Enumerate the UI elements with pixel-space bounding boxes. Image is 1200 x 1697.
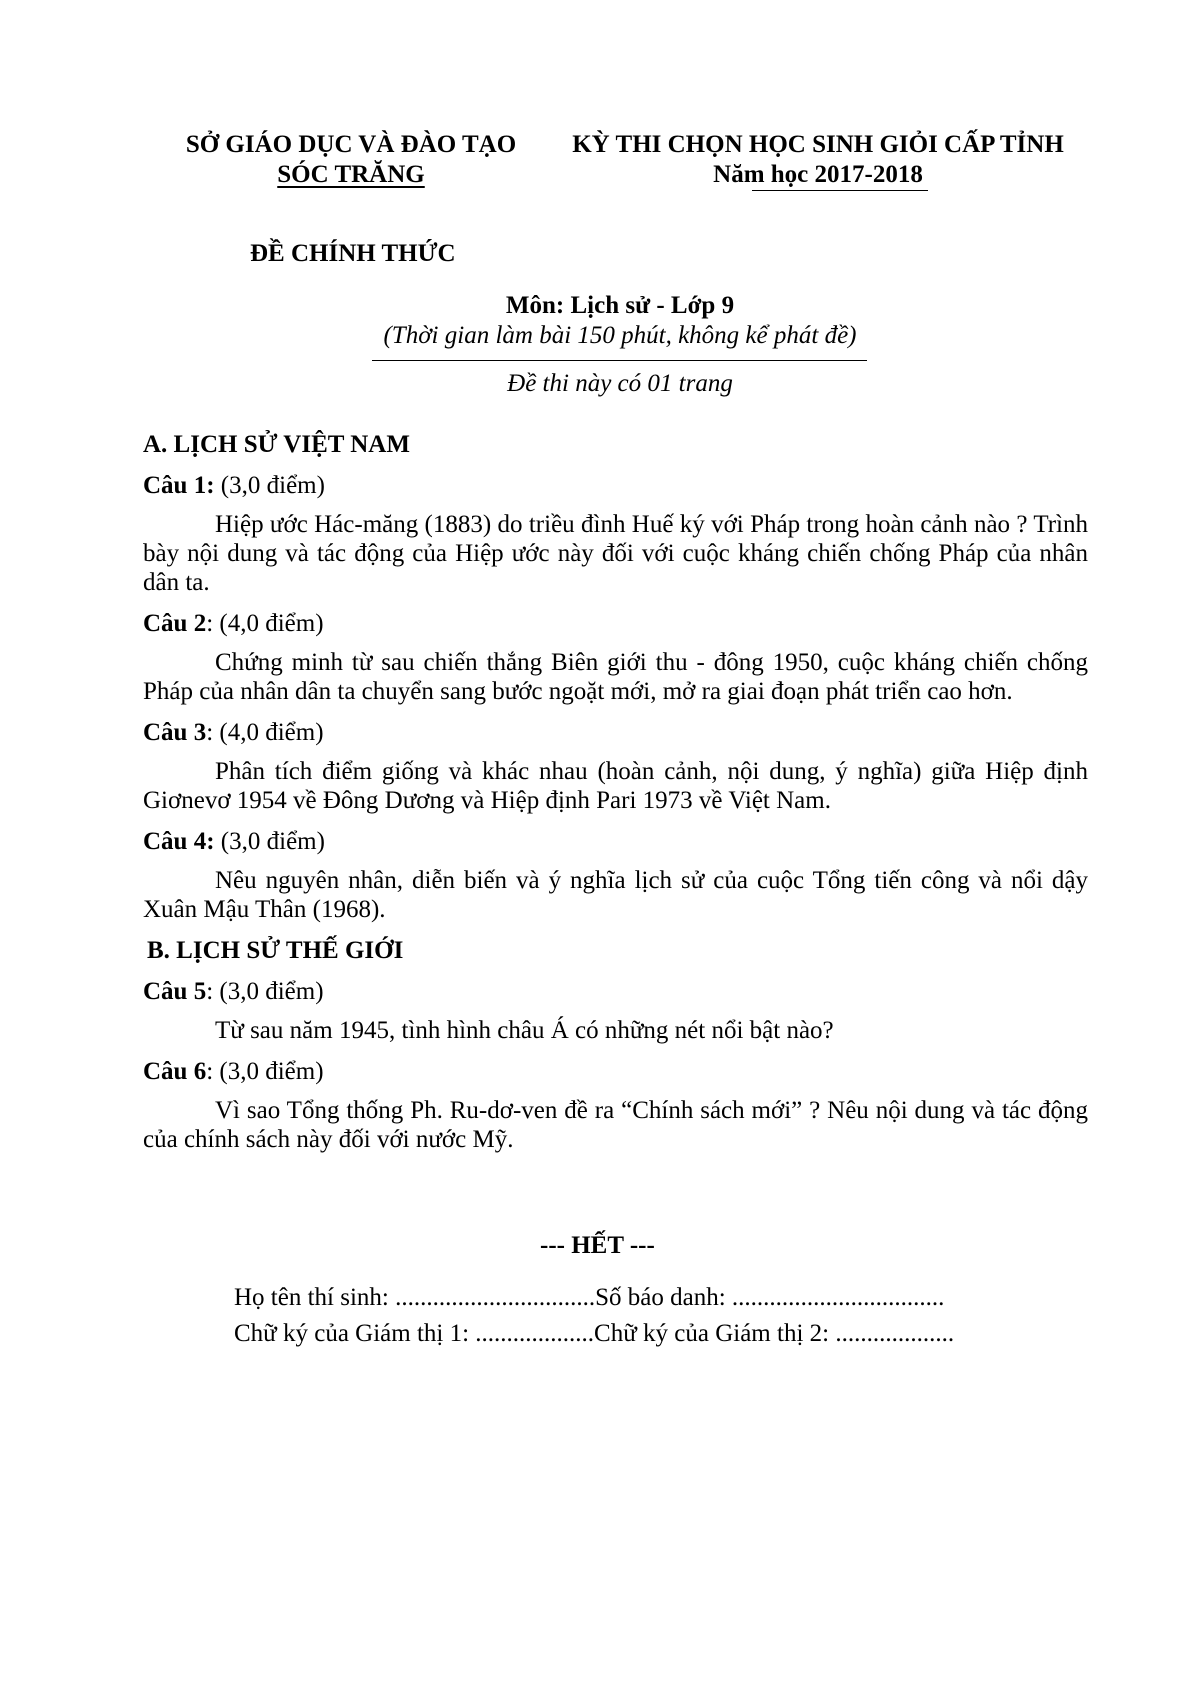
- question-2-header: [143, 609, 1088, 638]
- question-3-text: Phân tích điểm giống và khác nhau (hoàn cảnh, nội dung, ý nghĩa) giữa Hiệp định Giơnevơ 1954 về Đông Dương và Hiệp định Pari 1973 về Việt Nam.: [143, 758, 1088, 814]
- org-province-text: SÓC TRĂNG: [277, 161, 425, 188]
- header-divider: [372, 360, 867, 361]
- question-1-text: Hiệp ước Hác-măng (1883) do triều đình Huế ký với Pháp trong hoàn cảnh nào ? Trình bày nội dung và tác động của Hiệp ước này đối với cuộc kháng chiến chống Pháp của nhân dân ta.: [143, 511, 1088, 596]
- end-mark: --- HẾT ---: [540, 1232, 655, 1259]
- question-label: Câu 4:: [143, 828, 215, 855]
- time-note: (Thời gian làm bài 150 phút, không kể phát đề): [383, 322, 857, 349]
- question-3-header: [143, 718, 1088, 747]
- exam-title: KỲ THI CHỌN HỌC SINH GIỎI CẤP TỈNH: [572, 131, 1064, 158]
- question-2-text: Chứng minh từ sau chiến thắng Biên giới thu - đông 1950, cuộc kháng chiến chống Pháp của nhân dân ta chuyển sang bước ngoặt mới, mở ra giai đoạn phát triển cao hơn.: [143, 649, 1088, 705]
- question-6-text: Vì sao Tổng thống Ph. Ru-dơ-ven đề ra “Chính sách mới” ? Nêu nội dung và tác động của chính sách này đối với nước Mỹ.: [143, 1097, 1088, 1153]
- proctor-signature-line: Chữ ký của Giám thị 1: ...................Chữ ký của Giám thị 2: ...................: [234, 1320, 955, 1347]
- section-a-title: A. LỊCH SỬ VIỆT NAM: [143, 431, 410, 458]
- page-count-note: Đề thi này có 01 trang: [507, 370, 733, 397]
- subject-line: Môn: Lịch sử - Lớp 9: [505, 292, 735, 319]
- question-points: : (4,0 điểm): [206, 719, 324, 746]
- question-points: : (4,0 điểm): [206, 610, 324, 637]
- question-points: (3,0 điểm): [214, 472, 325, 499]
- question-4-text: Nêu nguyên nhân, diễn biến và ý nghĩa lịch sử của cuộc Tổng tiến công và nổi dậy Xuân Mậu Thân (1968).: [143, 867, 1088, 923]
- question-1-header: [143, 471, 1088, 500]
- candidate-info-line: Họ tên thí sinh: ................................Số báo danh: ..................................: [234, 1284, 945, 1311]
- question-points: : (3,0 điểm): [206, 1058, 324, 1085]
- question-4-header: [143, 827, 1088, 856]
- exam-content: [143, 430, 1088, 1166]
- official-label: ĐỀ CHÍNH THỨC: [250, 240, 456, 267]
- question-5-header: [143, 977, 1088, 1006]
- section-b-title: B. LỊCH SỬ THẾ GIỚI: [147, 937, 404, 964]
- org-name: SỞ GIÁO DỤC VÀ ĐÀO TẠO: [185, 131, 517, 158]
- school-year-underline: [752, 190, 928, 191]
- question-label: Câu 3: [143, 719, 207, 746]
- question-label: Câu 6: [143, 1058, 207, 1085]
- question-6-header: [143, 1057, 1088, 1086]
- question-label: Câu 2: [143, 610, 207, 637]
- question-label: Câu 5: [143, 978, 207, 1005]
- school-year: Năm học 2017-2018: [713, 161, 923, 188]
- question-points: (3,0 điểm): [214, 828, 325, 855]
- org-province: [176, 160, 526, 190]
- question-points: : (3,0 điểm): [206, 978, 324, 1005]
- question-5-text: Từ sau năm 1945, tình hình châu Á có những nét nổi bật nào?: [215, 1017, 834, 1044]
- question-label: Câu 1:: [143, 472, 215, 499]
